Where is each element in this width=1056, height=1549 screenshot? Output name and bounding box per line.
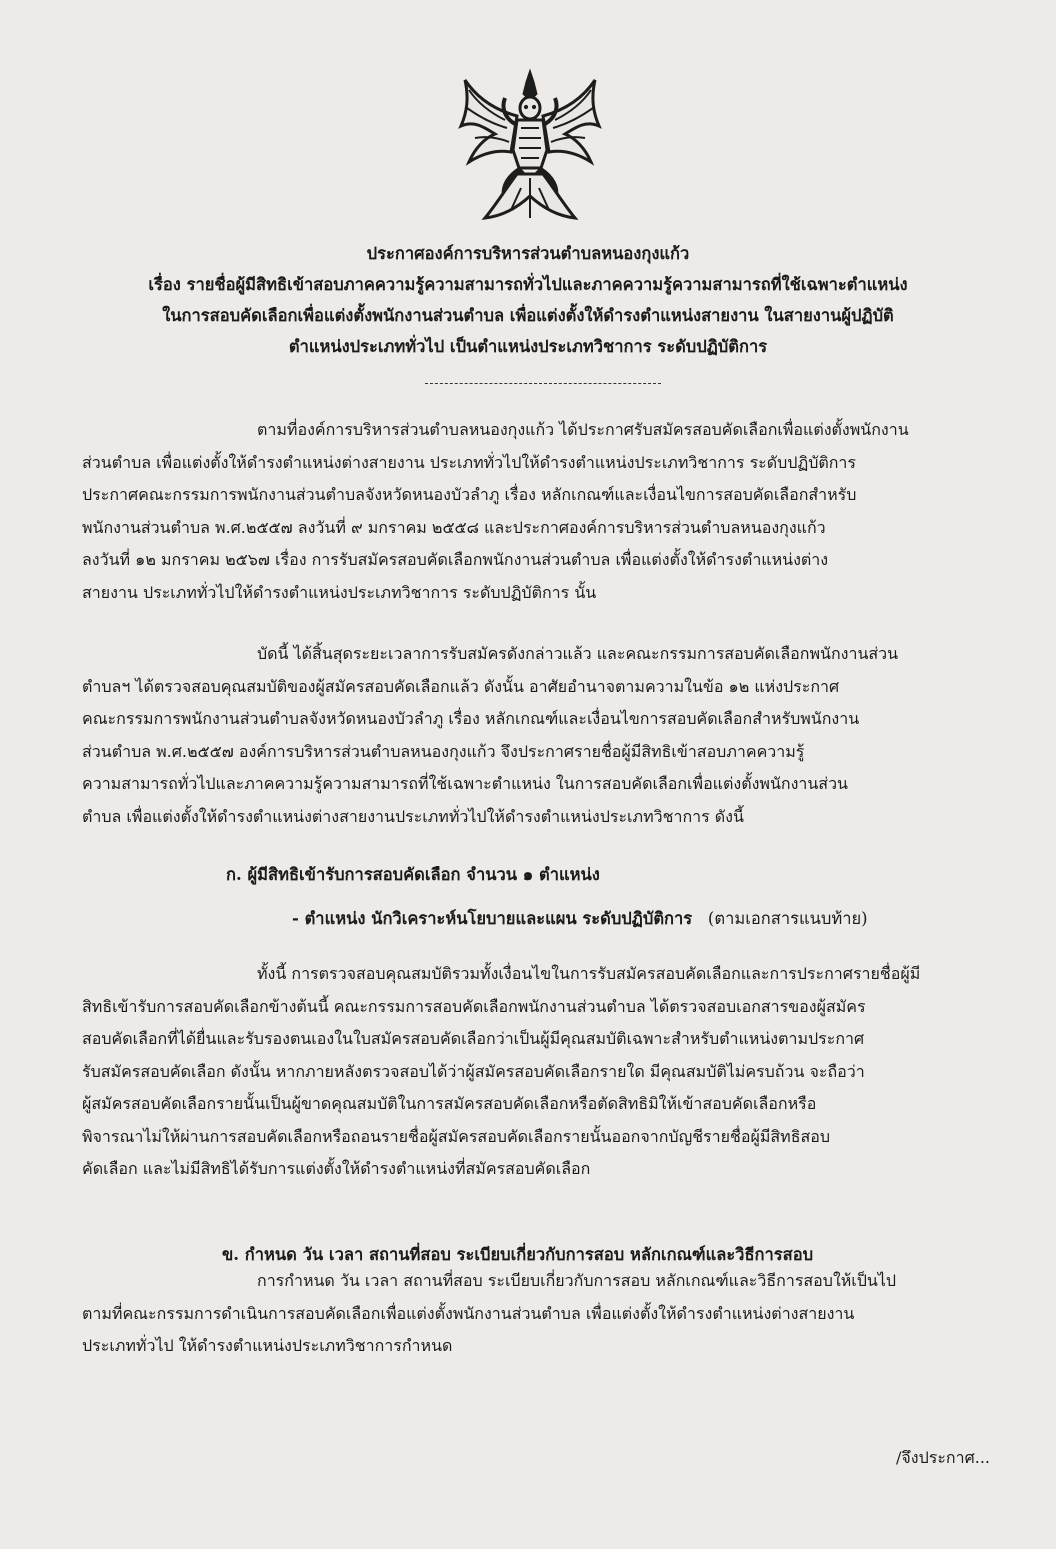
paragraph-line: รับสมัครสอบคัดเลือก ดังนั้น หากภายหลังตรวจสอบได้ว่าผู้สมัครสอบคัดเลือกรายใด มีคุณสมบัติไม่ครบถ้วน จะถือว่า [82,1061,865,1081]
paragraph-announcement [82,638,1018,833]
paragraph-line: ประเภททั่วไป ให้ดำรงตำแหน่งประเภทวิชาการกำหนด [82,1336,453,1355]
paragraph-line: พิจารณาไม่ให้ผ่านการสอบคัดเลือกหรือถอนรายชื่อผู้สมัครสอบคัดเลือกรายนั้นออกจากบัญชีรายชื่อผู้มีสิทธิสอบ [82,1126,831,1146]
position-note: (ตามเอกสารแนบท้าย) [707,909,868,928]
paragraph-line: ส่วนตำบล เพื่อแต่งตั้งให้ดำรงตำแหน่งต่างสายงาน ประเภททั่วไปให้ดำรงตำแหน่งประเภทวิชาการ ระดับปฏิบัติการ [82,452,857,472]
paragraph-line: ความสามารถทั่วไปและภาคความรู้ความสามารถที่ใช้เฉพาะตำแหน่ง ในการสอบคัดเลือกเพื่อแต่งตั้งพนักงานส่วน [82,774,848,793]
paragraph-line: คณะกรรมการพนักงานส่วนตำบลจังหวัดหนองบัวลำภู เรื่อง หลักเกณฑ์และเงื่อนไขการสอบคัดเลือกสำหรับพนักงาน [82,709,860,728]
paragraph-conditions [82,958,1018,1186]
paragraph-line: การกำหนด วัน เวลา สถานที่สอบ ระเบียบเกี่ยวกับการสอบ หลักเกณฑ์และวิธีการสอบให้เป็นไป [257,1271,897,1290]
heading-subject: เรื่อง รายชื่อผู้มีสิทธิเข้าสอบภาคความรู้ความสามารถทั่วไปและภาคความรู้ความสามารถที่ใช้เฉพาะตำแหน่ง [148,275,908,294]
continuation-marker: /จึงประกาศ... [896,1448,991,1467]
section-kho-heading: ข. กำหนด วัน เวลา สถานที่สอบ ระเบียบเกี่ยวกับการสอบ หลักเกณฑ์และวิธีการสอบ [222,1245,814,1264]
paragraph-line: บัดนี้ ได้สิ้นสุดระยะเวลาการรับสมัครดังกล่าวแล้ว และคณะกรรมการสอบคัดเลือกพนักงานส่วน [257,644,899,663]
paragraph-line: ตำบลฯ ได้ตรวจสอบคุณสมบัติของผู้สมัครสอบคัดเลือกแล้ว ดังนั้น อาศัยอำนาจตามความในข้อ ๑๒ แห่งประกาศ [82,676,840,696]
paragraph-line: ลงวันที่ ๑๒ มกราคม ๒๕๖๗ เรื่อง การรับสมัครสอบคัดเลือกพนักงานส่วนตำบล เพื่อแต่งตั้งให้ดำรงตำแหน่งต่าง [82,550,829,569]
heading-subject-cont: ในการสอบคัดเลือกเพื่อแต่งตั้งพนักงานส่วนตำบล เพื่อแต่งตั้งให้ดำรงตำแหน่งสายงาน ในสายงานผู้ปฏิบัติ [162,306,894,325]
paragraph-line: ส่วนตำบล พ.ศ.๒๕๕๗ องค์การบริหารส่วนตำบลหนองกุงแก้ว จึงประกาศรายชื่อผู้มีสิทธิเข้าสอบภาคความรู้ [82,741,805,761]
paragraph-line: สอบคัดเลือกที่ได้ยื่นและรับรองตนเองในใบสมัครสอบคัดเลือกว่าเป็นผู้มีคุณสมบัติเฉพาะสำหรับตำแหน่งตามประกาศ [82,1029,865,1048]
announcement-heading [40,238,1016,362]
heading-issuer: ประกาศองค์การบริหารส่วนตำบลหนองกุงแก้ว [366,244,690,263]
paragraph-line: ตำบล เพื่อแต่งตั้งให้ดำรงตำแหน่งต่างสายงานประเภททั่วไปให้ดำรงตำแหน่งประเภทวิชาการ ดังนี้ [82,806,744,826]
paragraph-schedule [82,1265,1018,1363]
paragraph-line: คัดเลือก และไม่มีสิทธิได้รับการแต่งตั้งให้ดำรงตำแหน่งที่สมัครสอบคัดเลือก [82,1159,591,1178]
paragraph-line: ตามที่องค์การบริหารส่วนตำบลหนองกุงแก้ว ได้ประกาศรับสมัครสอบคัดเลือกเพื่อแต่งตั้งพนักงาน [257,420,909,439]
paragraph-line: ผู้สมัครสอบคัดเลือกรายนั้นเป็นผู้ขาดคุณสมบัติในการสมัครสอบคัดเลือกหรือตัดสิทธิมิให้เข้าสอบคัดเลือกหรือ [82,1094,817,1113]
paragraph-line: ประกาศคณะกรรมการพนักงานส่วนตำบลจังหวัดหนองบัวลำภู เรื่อง หลักเกณฑ์และเงื่อนไขการสอบคัดเลือกสำหรับ [82,485,857,504]
paragraph-line: ทั้งนี้ การตรวจสอบคุณสมบัติรวมทั้งเงื่อนไขในการรับสมัครสอบคัดเลือกและการประกาศรายชื่อผู้มี [257,964,921,983]
paragraph-line: สายงาน ประเภททั่วไปให้ดำรงตำแหน่งประเภทวิชาการ ระดับปฏิบัติการ นั้น [82,582,597,602]
paragraph-line: พนักงานส่วนตำบล พ.ศ.๒๕๕๗ ลงวันที่ ๙ มกราคม ๒๕๕๘ และประกาศองค์การบริหารส่วนตำบลหนองกุงแก้ว [82,517,826,537]
paragraph-line: ตามที่คณะกรรมการดำเนินการสอบคัดเลือกเพื่อแต่งตั้งพนักงานส่วนตำบล เพื่อแต่งตั้งให้ดำรงตำแหน่งต่างสายงาน [82,1303,855,1323]
position-line [292,906,868,932]
section-ka-heading: ก. ผู้มีสิทธิเข้ารับการสอบคัดเลือก จำนวน ๑ ตำแหน่ง [226,865,600,884]
heading-divider [425,383,661,384]
heading-subject-cont-2: ตำแหน่งประเภททั่วไป เป็นตำแหน่งประเภทวิชาการ ระดับปฏิบัติการ [288,337,768,356]
garuda-emblem-icon [455,68,605,228]
position-title: - ตำแหน่ง นักวิเคราะห์นโยบายและแผน ระดับปฏิบัติการ [292,909,693,928]
paragraph-background [82,414,1018,609]
paragraph-line: สิทธิเข้ารับการสอบคัดเลือกข้างต้นนี้ คณะกรรมการสอบคัดเลือกพนักงานส่วนตำบล ได้ตรวจสอบเอกสารของผู้สมัคร [82,996,866,1016]
